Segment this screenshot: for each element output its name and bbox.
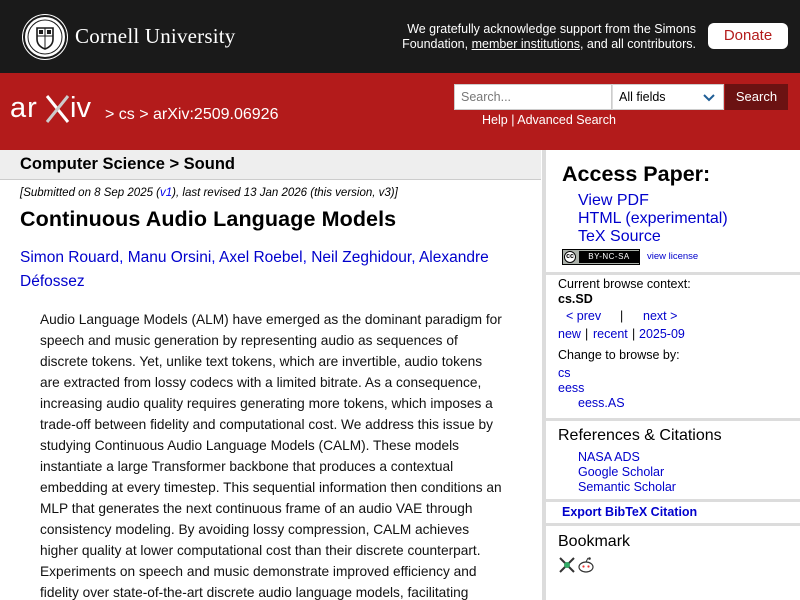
sidebar-divider [546, 272, 800, 275]
sidebar-divider [546, 499, 800, 502]
subject-breadcrumb: Computer Science > Sound [20, 155, 235, 173]
abstract-line: discrete tokens. Yet, unlike text tokens, which are invertible, audio tokens [40, 354, 483, 369]
abstract-line: increasing audio quality requires generating more tokens, which imposes a [40, 396, 493, 411]
author-list: Simon Rouard, Manu Orsini, Axel Roebel, Neil Zeghidour, Alexandre Défossez [20, 249, 489, 290]
breadcrumb-paper-id: arXiv:2509.06926 [153, 106, 279, 123]
breadcrumb-sep: > [134, 106, 154, 123]
breadcrumb-sep: > [105, 106, 119, 123]
cc-badge-text: BY-NC-SA [579, 251, 639, 263]
svg-text:iv: iv [70, 94, 91, 124]
search-button[interactable]: Search [725, 84, 788, 110]
arxiv-logo[interactable] [10, 94, 102, 129]
abstract [40, 309, 502, 600]
abstract-line: fidelity over state-of-the-art discrete audio language models, facilitating [40, 585, 469, 600]
subject-header [0, 150, 541, 180]
nav-separator: | [585, 327, 589, 341]
advanced-search-link[interactable]: Advanced Search [517, 113, 616, 127]
references-heading: References & Citations [558, 427, 722, 444]
abstract-line: studying Continuous Audio Language Models (CALM). These models [40, 438, 459, 453]
submitted-pre: [Submitted on 8 Sep 2025 ( [20, 187, 161, 199]
cornell-seal-icon[interactable] [22, 14, 68, 60]
recent-link[interactable]: recent [593, 327, 628, 341]
abstract-line: Experiments on speech and music demonstrate improved efficiency and [40, 564, 477, 579]
version-v1-link[interactable]: v1 [160, 187, 173, 199]
abstract-line: consistency modeling. By avoiding lossy compression, CALM achieves [40, 522, 470, 537]
browse-eess-as-link[interactable]: eess.AS [578, 396, 625, 410]
abstract-line: Audio Language Models (ALM) have emerged as the dominant paradigm for [40, 312, 502, 327]
month-link[interactable]: 2025-09 [639, 327, 685, 341]
help-separator: | [511, 113, 518, 127]
author-link[interactable]: Simon Rouard [20, 249, 120, 266]
chevron-down-icon [703, 91, 715, 106]
author-link[interactable]: Neil Zeghidour [311, 249, 412, 266]
breadcrumb-cs[interactable]: cs [118, 106, 135, 123]
view-license-link[interactable]: view license [647, 251, 699, 262]
submitted-post: ), last revised 13 Jan 2026 (this version, v3)] [172, 187, 398, 199]
nav-separator: | [632, 327, 636, 341]
access-paper-heading: Access Paper: [562, 162, 711, 186]
new-link[interactable]: new [558, 327, 581, 341]
abstract-line: are extracted from lossy codecs with a limited bitrate. As a consequence, [40, 375, 482, 390]
cornell-university-logo-text[interactable]: Cornell University [75, 24, 236, 48]
abstract-line: higher quality at lower computational cost than their discrete counterpart. [40, 543, 481, 558]
abstract-line: MLP that generates the next continuous frame of an audio VAE through [40, 501, 473, 516]
author-link[interactable]: Manu Orsini [127, 249, 212, 266]
export-bibtex-link[interactable]: Export BibTeX Citation [562, 505, 698, 519]
browse-cs-link[interactable]: cs [558, 366, 571, 380]
browse-context-label: Current browse context: [558, 277, 691, 291]
nasa-ads-link[interactable]: NASA ADS [578, 450, 640, 464]
abstract-line: embedding at every timestep. This sequential information then conditions an [40, 480, 502, 495]
reddit-icon[interactable] [577, 556, 595, 579]
html-experimental-link[interactable]: HTML (experimental) [578, 210, 728, 227]
search-field-select[interactable] [612, 84, 724, 110]
change-browse-label: Change to browse by: [558, 348, 680, 362]
support-text-post: , and all contributors. [579, 37, 696, 51]
nav-separator: | [620, 309, 624, 323]
search-field-value: All fields [619, 90, 666, 104]
svg-text:ar: ar [10, 94, 38, 124]
support-acknowledgement [400, 22, 696, 52]
bookmark-heading: Bookmark [558, 533, 631, 550]
author-link[interactable]: Axel Roebel [219, 249, 303, 266]
author-link[interactable]: Alexandre Défossez [20, 249, 489, 290]
sidebar-divider [546, 418, 800, 421]
abstract-line: speech and music generation by representing audio as sequences of [40, 333, 458, 348]
breadcrumb [105, 106, 278, 124]
browse-context-value: cs.SD [558, 292, 593, 306]
arxiv-header [0, 73, 800, 150]
donate-button[interactable]: Donate [708, 23, 788, 49]
submission-history [20, 187, 398, 199]
google-scholar-link[interactable]: Google Scholar [578, 465, 665, 479]
cc-icon: cc [564, 251, 576, 263]
abstract-line: instantiate a large Transformer backbone that produces a contextual [40, 459, 454, 474]
support-text-pre: We gratefully acknowledge support from the Simons Foundation, [402, 22, 696, 51]
member-institutions-link[interactable]: member institutions [471, 37, 580, 51]
help-link[interactable]: Help [482, 113, 508, 127]
bibsonomy-icon[interactable] [558, 556, 576, 579]
cc-license-badge[interactable] [562, 249, 640, 265]
paper-title: Continuous Audio Language Models [20, 207, 397, 231]
help-links [482, 113, 616, 127]
search-input[interactable]: Search... [454, 84, 612, 110]
browse-eess-link[interactable]: eess [558, 381, 585, 395]
view-pdf-link[interactable]: View PDF [578, 192, 649, 209]
semantic-scholar-link[interactable]: Semantic Scholar [578, 480, 676, 494]
next-link[interactable]: next > [643, 309, 678, 323]
abstract-line: trade-off between fidelity and computational cost. We address this issue by [40, 417, 493, 432]
sidebar [546, 150, 800, 600]
cornell-banner [0, 0, 800, 73]
tex-source-link[interactable]: TeX Source [578, 228, 661, 245]
sidebar-divider [546, 523, 800, 526]
prev-link[interactable]: < prev [566, 309, 602, 323]
